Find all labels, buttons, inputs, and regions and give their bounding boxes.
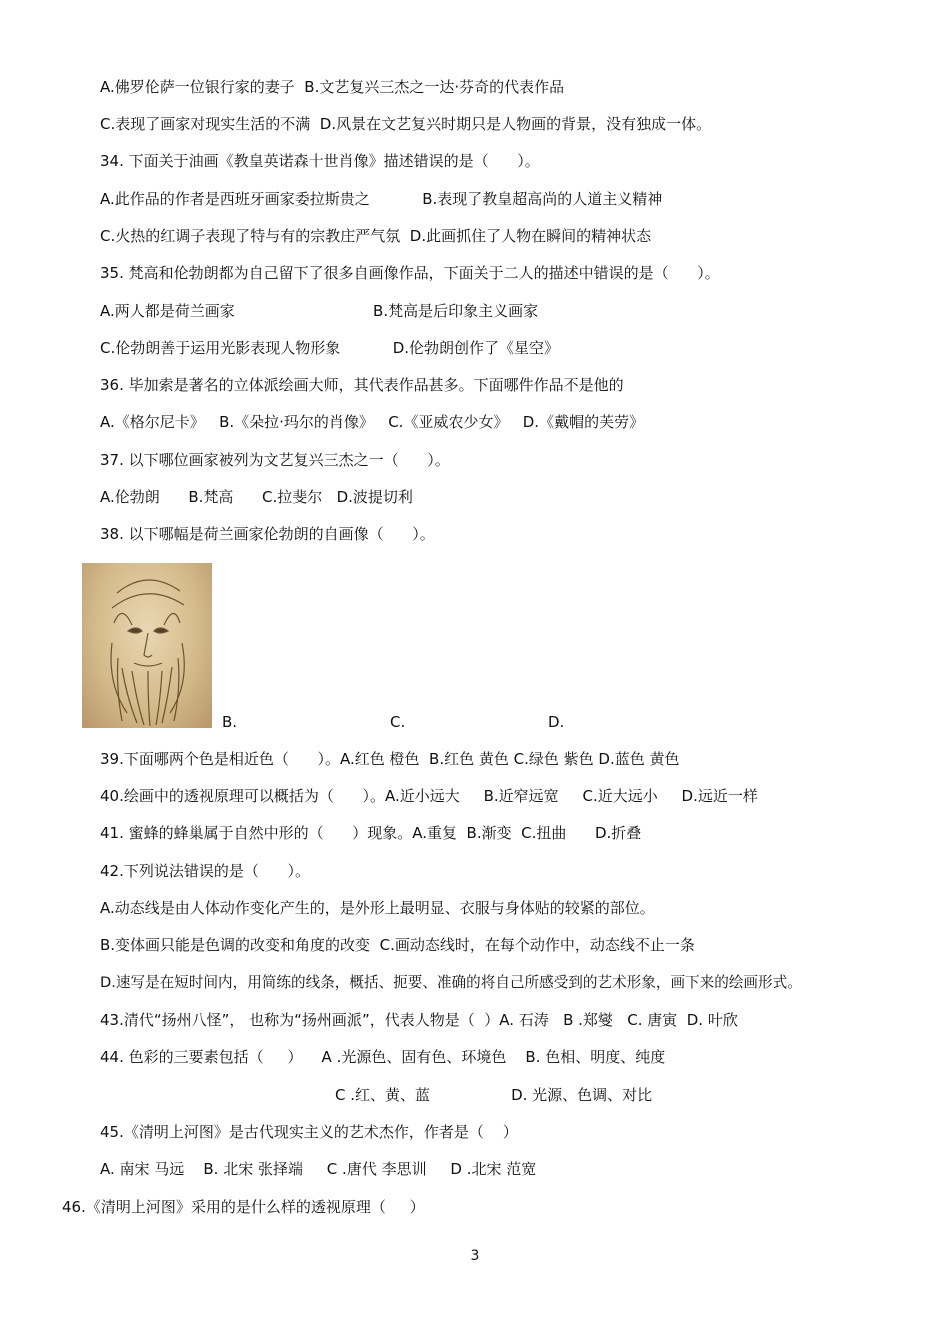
q40-question: 40.绘画中的透视原理可以概括为（ ）。A.近小远大 B.近窄远宽 C.近大远小 D.远近一样	[100, 787, 758, 805]
q35-option-ab: A.两人都是荷兰画家 B.梵高是后印象主义画家	[100, 302, 539, 320]
page-number: 3	[470, 1248, 480, 1264]
q38-question: 38. 以下哪幅是荷兰画家伦勃朗的自画像（ ）。	[100, 525, 435, 543]
q42-option-a: A.动态线是由人体动作变化产生的，是外形上最明显、衣服与身体贴的较紧的部位。	[100, 899, 655, 917]
q45-question: 45.《清明上河图》是古代现实主义的艺术杰作，作者是（ ）	[100, 1123, 518, 1141]
q37-options: A.伦勃朗 B.梵高 C.拉斐尔 D.波提切利	[100, 488, 413, 506]
q44-option-cd: C .红、黄、蓝 D. 光源、色调、对比	[335, 1086, 653, 1104]
q39-question: 39.下面哪两个色是相近色（ ）。A.红色 橙色 B.红色 黄色 C.绿色 紫色 D.蓝色 黄色	[100, 750, 680, 768]
q43-question: 43.清代“扬州八怪”， 也称为“扬州画派”，代表人物是（ ）A. 石涛 B .郑燮 C. 唐寅 D. 叶欣	[100, 1011, 738, 1029]
q36-options: A.《格尔尼卡》 B.《朵拉·玛尔的肖像》 C.《亚威农少女》 D.《戴帽的芙劳》	[100, 413, 645, 431]
q33-option-ab: A.佛罗伦萨一位银行家的妻子 B.文艺复兴三杰之一达·芬奇的代表作品	[100, 78, 565, 96]
q45-options: A. 南宋 马远 B. 北宋 张择端 C .唐代 李思训 D .北宋 范宽	[100, 1160, 537, 1178]
q34-option-cd: C.火热的红调子表现了特与有的宗教庄严气氛 D.此画抓住了人物在瞬间的精神状态	[100, 227, 652, 245]
q38-option-c: C.	[390, 713, 406, 731]
q42-option-d: D.速写是在短时间内，用简练的线条，概括、扼要、准确的将自己所感受到的艺术形象，画下来的绘画形式。	[100, 974, 802, 991]
q33-option-cd: C.表现了画家对现实生活的不满 D.风景在文艺复兴时期只是人物画的背景，没有独成一体。	[100, 115, 712, 133]
portrait-sketch	[82, 563, 212, 728]
q44-question: 44. 色彩的三要素包括（ ） A .光源色、固有色、环境色 B. 色相、明度、纯度	[100, 1048, 666, 1066]
q35-option-cd: C.伦勃朗善于运用光影表现人物形象 D.伦勃朗创作了《星空》	[100, 339, 560, 357]
q37-question: 37. 以下哪位画家被列为文艺复兴三杰之一（ ）。	[100, 451, 450, 469]
q38-option-b: B.	[222, 713, 238, 731]
q46-question: 46.《清明上河图》采用的是什么样的透视原理（ ）	[62, 1198, 425, 1216]
q36-question: 36. 毕加索是著名的立体派绘画大师，其代表作品甚多。下面哪件作品不是他的	[100, 376, 624, 394]
q42-option-bc: B.变体画只能是色调的改变和角度的改变 C.画动态线时，在每个动作中，动态线不止一条	[100, 936, 695, 954]
self-portrait-image	[82, 563, 212, 728]
q35-question: 35. 梵高和伦勃朗都为自己留下了很多自画像作品，下面关于二人的描述中错误的是（ ）。	[100, 264, 720, 282]
q34-option-ab: A.此作品的作者是西班牙画家委拉斯贵之 B.表现了教皇超高尚的人道主义精神	[100, 190, 663, 208]
q38-option-d: D.	[548, 713, 565, 731]
q34-question: 34. 下面关于油画《教皇英诺森十世肖像》描述错误的是（ ）。	[100, 152, 540, 170]
q41-question: 41. 蜜蜂的蜂巢属于自然中形的（ ）现象。A.重复 B.渐变 C.扭曲 D.折叠	[100, 824, 642, 842]
q42-question: 42.下列说法错误的是（ ）。	[100, 862, 310, 880]
